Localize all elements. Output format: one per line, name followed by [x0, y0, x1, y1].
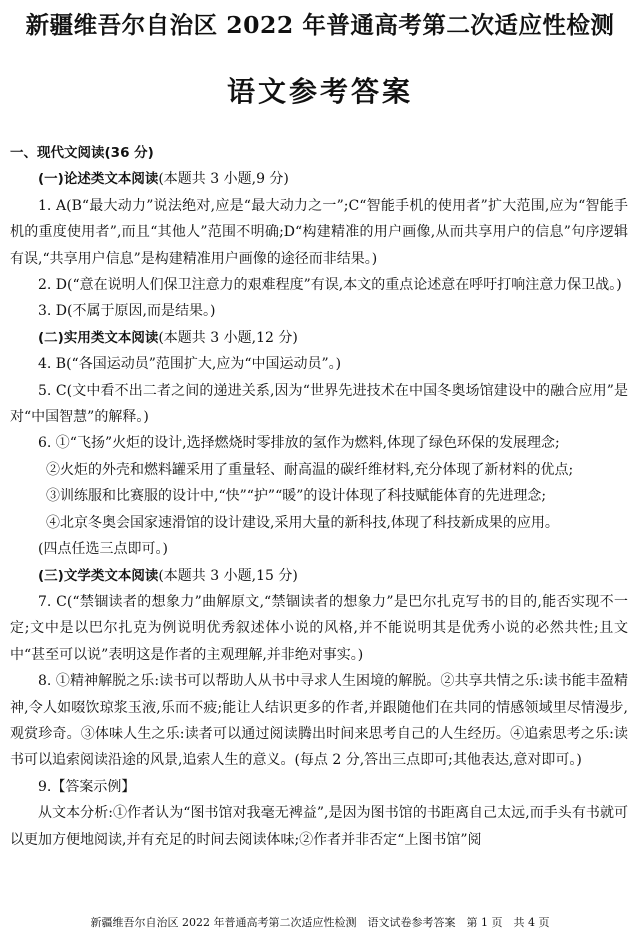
- answer-q6-note: (四点任选三点即可。): [38, 541, 168, 558]
- answer-q3: 3. D(不属于原因,而是结果。): [38, 303, 216, 320]
- document-subtitle: 语文参考答案: [226, 75, 413, 108]
- answer-q6-point3: ③训练服和比赛服的设计中,“快”“护”“暖”的设计体现了科技赋能体育的先进理念;: [46, 488, 547, 505]
- answer-q7: 7. C(“禁锢读者的想象力”曲解原文,“禁锢读者的想象力”是巴尔扎克写书的目的,能否实现不一定;文中是以巴尔扎克为例说明优秀叙述体小说的风格,并不能说明其是优秀小说的必然共性;且文中“甚至可以说”表明这是作者的主观理解,并非绝对事实。): [10, 593, 628, 663]
- answer-q6-point4: ④北京冬奥会国家速滑馆的设计建设,采用大量的新科技,体现了科技新成果的应用。: [46, 514, 559, 531]
- subsection-heading-practical: [10, 325, 628, 351]
- answer-q4: 4. B(“各国运动员”范围扩大,应为“中国运动员”。): [38, 356, 342, 373]
- answer-q6-point1: 6. ①“飞扬”火炬的设计,选择燃烧时零排放的氢作为燃料,体现了绿色环保的发展理念;: [38, 435, 560, 452]
- answer-q2: 2. D(“意在说明人们保卫注意力的艰难程度”有误,本文的重点论述意在呼吁打响注意力保卫战。): [38, 277, 622, 294]
- answer-q5: 5. C(文中看不出二者之间的递进关系,因为“世界先进技术在中国冬奥场馆建设中的融合应用”是对“中国智慧”的解释。): [10, 382, 628, 426]
- section-heading-modern-reading: 一、现代文阅读(36 分): [10, 145, 154, 161]
- subsection-label: (三)文学类文本阅读: [38, 567, 159, 584]
- answer-q9-heading: 9.【答案示例】: [38, 778, 136, 795]
- subsection-label: (一)论述类文本阅读: [38, 171, 159, 188]
- subsection-note: (本题共 3 小题,15 分): [158, 567, 298, 584]
- subsection-heading-literary: [10, 563, 628, 589]
- subsection-note: (本题共 3 小题,12 分): [158, 329, 298, 346]
- answer-q8: 8. ①精神解脱之乐:读书可以帮助人从书中寻求人生困境的解脱。②共享共情之乐:读书能丰盈精神,令人如啜饮琼浆玉液,乐而不疲;能让人结识更多的作者,并跟随他们在共同的情感领域里尽情漫步,观赏珍奇。③体味人生之乐:读者可以通过阅读腾出时间来思考自己的人生经历。④追索思考之乐:读书可以追索阅读沿途的风景,追索人生的意义。(每点 2 分,答出三点即可;其他表达,意对即可。): [10, 673, 628, 769]
- document-title: 新疆维吾尔自治区 2022 年普通高考第二次适应性检测: [25, 11, 615, 39]
- answer-q9-body: 从文本分析:①作者认为“图书馆对我毫无裨益”,是因为图书馆的书距离自己太远,而手头有书就可以更加方便地阅读,并有充足的时间去阅读体味;②作者并非否定“上图书馆”阅: [10, 805, 628, 848]
- subsection-heading-argumentative: [10, 166, 628, 192]
- subsection-label: (二)实用类文本阅读: [38, 329, 159, 346]
- answer-content: [10, 140, 628, 853]
- answer-q6-point2: ②火炬的外壳和燃料罐采用了重量轻、耐高温的碳纤维材料,充分体现了新材料的优点;: [46, 461, 574, 478]
- answer-q1: 1. A(B“最大动力”说法绝对,应是“最大动力之一”;C“智能手机的使用者”扩大范围,应为“智能手机的重度使用者”,而且“其他人”范围不明确;D“构建精准的用户画像,从而共享用户的信息”句序逻辑有误,“共享用户信息”是构建精准用户画像的途径而非结果。): [10, 197, 628, 267]
- page-footer: 新疆维吾尔自治区 2022 年普通高考第二次适应性检测 语文试卷参考答案 第 1 页 共 4 页: [90, 916, 550, 929]
- subsection-note: (本题共 3 小题,9 分): [158, 171, 289, 188]
